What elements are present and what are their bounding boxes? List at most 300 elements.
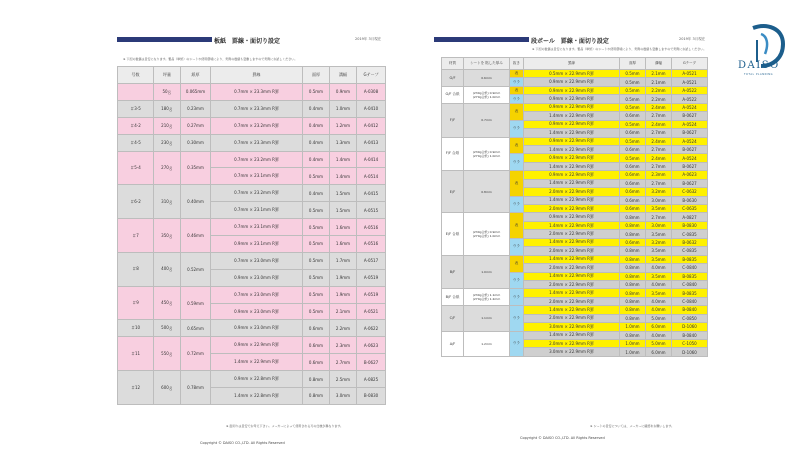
g-tape-cell: A-0515 — [357, 202, 386, 219]
groove-width-cell: 1.6mm — [330, 219, 357, 236]
thickness-cell: 0.40mm — [181, 185, 211, 219]
face-thickness-cell: 0.8mm — [620, 264, 646, 272]
table-row — [118, 134, 386, 151]
face-thickness-cell: 0.5mm — [620, 95, 646, 103]
crease-spec-cell: 0.9mm × 22.9mm R罫 — [524, 103, 620, 111]
groove-width-cell: 6.0mm — [646, 323, 672, 331]
g-tape-cell: B-0840 — [672, 306, 708, 314]
thickness-cell: 0.27mm — [181, 117, 211, 134]
groove-width-cell: 3.0mm — [330, 388, 357, 405]
sheet-thickness-cell: (230g合紙) 1.1mm (270g合紙) 1.2mm — [464, 289, 510, 306]
groove-width-cell: 4.0mm — [646, 280, 672, 288]
crease-spec-cell: 0.9mm × 22.9mm R罫 — [524, 213, 620, 221]
groove-width-cell: 3.5mm — [646, 255, 672, 263]
basis-weight-cell: 350ｇ — [154, 219, 181, 253]
sheet-thickness-cell: (230g合紙) 0.9mm (270g合紙) 1.0mm — [464, 86, 510, 103]
face-thickness-cell: 0.6mm — [620, 188, 646, 196]
face-thickness-cell: 0.8mm — [303, 371, 330, 388]
face-thickness-cell: 0.8mm — [303, 388, 330, 405]
thickness-cell: 0.72mm — [181, 337, 211, 371]
thickness-cell: 0.35mm — [181, 151, 211, 185]
basis-weight-cell: 600ｇ — [154, 371, 181, 405]
table-row — [118, 320, 386, 337]
cut-side-cell: ウラ — [510, 78, 524, 86]
left-page-title: 板紙 罫線・面切り設定 — [214, 38, 281, 45]
table-row — [118, 151, 386, 168]
face-thickness-cell: 0.4mm — [303, 185, 330, 202]
groove-width-cell: 3.2mm — [646, 188, 672, 196]
face-thickness-cell: 0.8mm — [620, 213, 646, 221]
basis-weight-cell: 400ｇ — [154, 252, 181, 286]
sheet-thickness-cell: 0.7mm — [464, 103, 510, 137]
face-thickness-cell: 0.4mm — [303, 151, 330, 168]
face-thickness-cell: 0.6mm — [620, 112, 646, 120]
groove-width-cell: 1.5mm — [330, 185, 357, 202]
table-row — [442, 137, 708, 145]
right-footnote: ※ シートの目安については、メーカーに確認をお願いします。 — [590, 424, 675, 428]
groove-width-cell: 3.5mm — [646, 289, 672, 297]
g-tape-cell: B-0627 — [672, 179, 708, 187]
g-tape-cell: C-0835 — [672, 247, 708, 255]
groove-width-cell: 1.0mm — [330, 100, 357, 117]
face-thickness-cell: 0.8mm — [620, 306, 646, 314]
g-tape-cell: A-0308 — [357, 84, 386, 101]
groove-width-cell: 4.0mm — [646, 331, 672, 339]
crease-spec-cell: 1.4mm × 22.9mm R罫 — [524, 129, 620, 137]
g-tape-cell: A-0622 — [357, 320, 386, 337]
material-cell: F/F — [442, 103, 464, 137]
face-thickness-cell: 0.5mm — [620, 103, 646, 111]
crease-spec-cell: 0.7mm × 23.0mm R罫 — [211, 252, 303, 269]
g-tape-cell: C-1050 — [672, 340, 708, 348]
crease-spec-cell: 0.9mm × 22.9mm R罫 — [524, 86, 620, 94]
basis-weight-cell: 550ｇ — [154, 337, 181, 371]
crease-spec-cell: 0.9mm × 22.9mm R罫 — [524, 137, 620, 145]
groove-width-cell: 2.4mm — [646, 103, 672, 111]
face-thickness-cell: 0.6mm — [620, 179, 646, 187]
g-tape-cell: B-0627 — [357, 354, 386, 371]
g-tape-cell: A-0414 — [357, 151, 386, 168]
crease-spec-cell: 2.0mm × 22.9mm R罫 — [524, 340, 620, 348]
basis-weight-cell: 270ｇ — [154, 151, 181, 185]
groove-width-cell: 2.7mm — [646, 145, 672, 153]
crease-spec-cell: 0.9mm × 23.0mm R罫 — [211, 320, 303, 337]
thickness-cell: 0.52mm — [181, 252, 211, 286]
face-thickness-cell: 0.6mm — [620, 162, 646, 170]
g-tape-cell: A-0522 — [672, 86, 708, 94]
grade-cell: ＃7 — [118, 219, 154, 253]
g-tape-cell: A-0623 — [357, 337, 386, 354]
g-tape-cell: C-0840 — [672, 264, 708, 272]
face-thickness-cell: 0.8mm — [620, 247, 646, 255]
right-header — [434, 36, 706, 44]
crease-spec-cell: 3.0mm × 22.9mm R罫 — [524, 323, 620, 331]
face-thickness-cell: 0.6mm — [620, 205, 646, 213]
g-tape-cell: C-0632 — [672, 188, 708, 196]
thickness-cell: 0.59mm — [181, 286, 211, 320]
thickness-cell: 0.65mm — [181, 320, 211, 337]
g-tape-cell: D-1060 — [672, 323, 708, 331]
cut-side-cell: 表 — [510, 70, 524, 78]
table-row — [442, 255, 708, 263]
groove-width-cell: 6.0mm — [646, 348, 672, 356]
basis-weight-cell: 500ｇ — [154, 320, 181, 337]
groove-width-cell: 1.9mm — [330, 286, 357, 303]
groove-width-cell: 2.7mm — [330, 354, 357, 371]
grade-cell: ＃9 — [118, 286, 154, 320]
cut-side-cell: ウラ — [510, 154, 524, 171]
face-thickness-cell: 0.5mm — [303, 84, 330, 101]
face-thickness-cell: 0.5mm — [303, 303, 330, 320]
material-cell: G/F — [442, 70, 464, 87]
g-tape-cell: A-0412 — [357, 117, 386, 134]
groove-width-cell: 2.2mm — [646, 95, 672, 103]
left-copyright: Copyright © DAISO CO.,LTD. All Rights Reserved — [200, 441, 285, 445]
crease-spec-cell: 1.4mm × 22.9mm R罫 — [524, 289, 620, 297]
left-header-3: 罫線 — [211, 67, 303, 84]
grade-cell: ＃12 — [118, 371, 154, 405]
grade-cell: ＃11 — [118, 337, 154, 371]
grade-cell: ＃4-2 — [118, 117, 154, 134]
g-tape-cell: A-0524 — [672, 103, 708, 111]
crease-spec-cell: 2.0mm × 22.9mm R罫 — [524, 205, 620, 213]
g-tape-cell: C-0635 — [672, 205, 708, 213]
face-thickness-cell: 0.5mm — [620, 78, 646, 86]
crease-spec-cell: 0.7mm × 23.1mm R罫 — [211, 219, 303, 236]
face-thickness-cell: 0.5mm — [620, 70, 646, 78]
right-header-1: シートを 貼した厚み — [464, 58, 510, 70]
thickness-cell: 0.46mm — [181, 219, 211, 253]
g-tape-cell: A-0522 — [672, 95, 708, 103]
groove-width-cell: 2.5mm — [330, 371, 357, 388]
g-tape-cell: A-0521 — [357, 303, 386, 320]
groove-width-cell: 4.0mm — [646, 297, 672, 305]
g-tape-cell: A-0516 — [357, 219, 386, 236]
basis-weight-cell: 180ｇ — [154, 100, 181, 117]
face-thickness-cell: 0.6mm — [303, 354, 330, 371]
table-row — [442, 103, 708, 111]
table-row — [118, 371, 386, 388]
face-thickness-cell: 0.8mm — [620, 230, 646, 238]
crease-spec-cell: 0.7mm × 23.0mm R罫 — [211, 286, 303, 303]
groove-width-cell: 4.0mm — [646, 264, 672, 272]
crease-spec-cell: 0.7mm × 23.3mm R罫 — [211, 84, 303, 101]
crease-spec-cell: 0.7mm × 23.1mm R罫 — [211, 202, 303, 219]
table-row — [118, 117, 386, 134]
groove-width-cell: 4.0mm — [646, 306, 672, 314]
basis-weight-cell: 310ｇ — [154, 185, 181, 219]
right-header-6: Gテープ — [672, 58, 708, 70]
grade-cell — [118, 84, 154, 101]
g-tape-cell: B-0630 — [672, 196, 708, 204]
face-thickness-cell: 0.6mm — [303, 320, 330, 337]
cut-side-cell: 表 — [510, 255, 524, 272]
crease-spec-cell: 0.9mm × 22.9mm R罫 — [211, 337, 303, 354]
crease-spec-cell: 1.4mm × 22.9mm R罫 — [524, 179, 620, 187]
groove-width-cell: 1.2mm — [330, 117, 357, 134]
face-thickness-cell: 1.0mm — [620, 348, 646, 356]
face-thickness-cell: 0.8mm — [620, 272, 646, 280]
face-thickness-cell: 1.0mm — [620, 323, 646, 331]
g-tape-cell: C-0850 — [672, 314, 708, 322]
g-tape-cell: A-0524 — [672, 120, 708, 128]
crease-spec-cell: 0.9mm × 22.9mm R罫 — [524, 171, 620, 179]
g-tape-cell: B-0627 — [672, 145, 708, 153]
groove-width-cell: 2.2mm — [646, 86, 672, 94]
groove-width-cell: 1.9mm — [330, 269, 357, 286]
crease-spec-cell: 0.7mm × 23.1mm R罫 — [211, 168, 303, 185]
g-tape-cell: A-0410 — [357, 100, 386, 117]
face-thickness-cell: 0.5mm — [620, 137, 646, 145]
cut-side-cell: ウラ — [510, 95, 524, 103]
g-tape-cell: A-0413 — [357, 134, 386, 151]
groove-width-cell: 3.0mm — [646, 196, 672, 204]
cut-side-cell: ウラ — [510, 272, 524, 289]
face-thickness-cell: 0.8mm — [620, 255, 646, 263]
table-row — [442, 289, 708, 297]
crease-spec-cell: 2.0mm × 22.9mm R罫 — [524, 264, 620, 272]
face-thickness-cell: 0.5mm — [303, 286, 330, 303]
face-thickness-cell: 0.8mm — [620, 331, 646, 339]
groove-width-cell: 2.3mm — [646, 171, 672, 179]
corrugated-table — [441, 57, 708, 357]
table-row — [118, 286, 386, 303]
left-header-1: 坪量 — [154, 67, 181, 84]
right-header-0: 材質 — [442, 58, 464, 70]
g-tape-cell: B-0627 — [672, 112, 708, 120]
table-row — [118, 84, 386, 101]
right-date: 2019年 3月現在 — [679, 37, 706, 41]
crease-spec-cell: 1.4mm × 22.9mm R罫 — [524, 272, 620, 280]
basis-weight-cell: 230ｇ — [154, 134, 181, 151]
groove-width-cell: 2.1mm — [330, 303, 357, 320]
crease-spec-cell: 1.4mm × 22.9mm R罫 — [211, 354, 303, 371]
groove-width-cell: 2.3mm — [330, 337, 357, 354]
face-thickness-cell: 0.5mm — [620, 154, 646, 162]
grade-cell: ＃8 — [118, 252, 154, 286]
groove-width-cell: 2.4mm — [646, 137, 672, 145]
face-thickness-cell: 0.6mm — [620, 171, 646, 179]
groove-width-cell: 1.4mm — [330, 168, 357, 185]
logo-tagline: TOTAL PLANNING — [744, 73, 774, 76]
g-tape-cell: B-0830 — [672, 221, 708, 229]
table-row — [118, 252, 386, 269]
crease-spec-cell: 0.7mm × 23.2mm R罫 — [211, 117, 303, 134]
crease-spec-cell: 0.7mm × 23.3mm R罫 — [211, 134, 303, 151]
crease-spec-cell: 1.4mm × 22.9mm R罫 — [524, 145, 620, 153]
face-thickness-cell: 0.6mm — [620, 129, 646, 137]
table-row — [118, 100, 386, 117]
crease-spec-cell: 0.9mm × 22.9mm R罫 — [524, 95, 620, 103]
crease-spec-cell: 2.0mm × 22.9mm R罫 — [524, 230, 620, 238]
g-tape-cell: B-0632 — [672, 238, 708, 246]
groove-width-cell: 1.6mm — [330, 236, 357, 253]
face-thickness-cell: 0.5mm — [303, 202, 330, 219]
crease-spec-cell: 2.0mm × 22.9mm R罫 — [524, 280, 620, 288]
face-thickness-cell: 0.5mm — [620, 120, 646, 128]
left-footnote: ※ 面切りは目安でお考え下さい。メーカーによって使用される刃の仕様が異なります。 — [226, 424, 344, 428]
groove-width-cell: 1.5mm — [330, 202, 357, 219]
g-tape-cell: A-0524 — [672, 154, 708, 162]
groove-width-cell: 2.7mm — [646, 213, 672, 221]
crease-spec-cell: 2.0mm × 22.9mm R罫 — [524, 314, 620, 322]
cut-side-cell: 表 — [510, 86, 524, 94]
sheet-thickness-cell: (230g合紙) 0.9mm (270g合紙) 1.0mm — [464, 213, 510, 255]
right-header-3: 罫線 — [524, 58, 620, 70]
basis-weight-cell: 50ｇ — [154, 84, 181, 101]
face-thickness-cell: 0.8mm — [620, 289, 646, 297]
material-cell: A/F — [442, 331, 464, 356]
face-thickness-cell: 0.6mm — [620, 238, 646, 246]
crease-spec-cell: 0.7mm × 23.2mm R罫 — [211, 185, 303, 202]
cut-side-cell: ウラ — [510, 331, 524, 356]
groove-width-cell: 3.5mm — [646, 272, 672, 280]
cut-side-cell: ウラ — [510, 120, 524, 137]
groove-width-cell: 3.5mm — [646, 247, 672, 255]
g-tape-cell: B-0835 — [672, 272, 708, 280]
crease-spec-cell: 1.4mm × 22.9mm R罫 — [524, 238, 620, 246]
g-tape-cell: A-0825 — [357, 371, 386, 388]
cut-side-cell: ウラ — [510, 289, 524, 306]
table-row — [118, 185, 386, 202]
face-thickness-cell: 0.6mm — [620, 196, 646, 204]
board-paper-table — [117, 66, 386, 405]
crease-spec-cell: 3.0mm × 22.9mm R罫 — [524, 348, 620, 356]
crease-spec-cell: 0.9mm × 23.1mm R罫 — [211, 236, 303, 253]
table-row — [442, 70, 708, 78]
grade-cell: ＃5-4 — [118, 151, 154, 185]
face-thickness-cell: 0.8mm — [620, 280, 646, 288]
cut-side-cell: 表 — [510, 213, 524, 238]
face-thickness-cell: 0.5mm — [303, 236, 330, 253]
groove-width-cell: 2.7mm — [646, 162, 672, 170]
face-thickness-cell: 0.4mm — [303, 100, 330, 117]
groove-width-cell: 3.5mm — [646, 205, 672, 213]
crease-spec-cell: 0.9mm × 23.0mm R罫 — [211, 269, 303, 286]
crease-spec-cell: 1.4mm × 22.8mm R罫 — [211, 388, 303, 405]
groove-width-cell: 3.0mm — [646, 221, 672, 229]
crease-spec-cell: 0.5mm × 22.9mm R罫 — [524, 70, 620, 78]
g-tape-cell: B-0627 — [672, 129, 708, 137]
thickness-cell: 0.30mm — [181, 134, 211, 151]
groove-width-cell: 3.2mm — [646, 238, 672, 246]
table-row — [118, 219, 386, 236]
face-thickness-cell: 0.8mm — [620, 221, 646, 229]
left-header-6: Gテープ — [357, 67, 386, 84]
grade-cell: ＃4-5 — [118, 134, 154, 151]
face-thickness-cell: 0.4mm — [303, 134, 330, 151]
table-row — [442, 86, 708, 94]
right-header-4: 面厚 — [620, 58, 646, 70]
g-tape-cell: A-0519 — [357, 286, 386, 303]
g-tape-cell: B-0835 — [672, 255, 708, 263]
crease-spec-cell: 1.4mm × 22.9mm R罫 — [524, 196, 620, 204]
g-tape-cell: C-0840 — [672, 297, 708, 305]
g-tape-cell: A-0521 — [672, 70, 708, 78]
material-cell: G/F 合紙 — [442, 86, 464, 103]
face-thickness-cell: 0.5mm — [303, 219, 330, 236]
crease-spec-cell: 1.4mm × 22.9mm R罫 — [524, 112, 620, 120]
material-cell: C/F — [442, 306, 464, 331]
crease-spec-cell: 0.7mm × 23.3mm R罫 — [211, 100, 303, 117]
left-header-0: 号数 — [118, 67, 154, 84]
face-thickness-cell: 0.8mm — [620, 297, 646, 305]
crease-spec-cell: 1.4mm × 22.9mm R罫 — [524, 255, 620, 263]
crease-spec-cell: 1.4mm × 22.9mm R罫 — [524, 221, 620, 229]
groove-width-cell: 2.7mm — [646, 112, 672, 120]
sheet-thickness-cell: 0.6mm — [464, 70, 510, 87]
cut-side-cell: ウラ — [510, 196, 524, 213]
thickness-cell: 0.78mm — [181, 371, 211, 405]
basis-weight-cell: 450ｇ — [154, 286, 181, 320]
crease-spec-cell: 0.7mm × 23.2mm R罫 — [211, 151, 303, 168]
table-row — [118, 337, 386, 354]
g-tape-cell: A-0519 — [357, 269, 386, 286]
g-tape-cell: A-0623 — [672, 171, 708, 179]
groove-width-cell: 2.7mm — [646, 179, 672, 187]
groove-width-cell: 5.0mm — [646, 340, 672, 348]
face-thickness-cell: 0.6mm — [303, 337, 330, 354]
groove-width-cell: 3.5mm — [646, 230, 672, 238]
material-cell: F/F 合紙 — [442, 137, 464, 171]
g-tape-cell: D-1060 — [672, 348, 708, 356]
material-cell: B/F — [442, 255, 464, 289]
crease-spec-cell: 2.0mm × 22.9mm R罫 — [524, 297, 620, 305]
grade-cell: ＃10 — [118, 320, 154, 337]
g-tape-cell: C-0835 — [672, 230, 708, 238]
groove-width-cell: 1.4mm — [330, 151, 357, 168]
cut-side-cell: ウラ — [510, 306, 524, 331]
sheet-thickness-cell: 1.0mm — [464, 255, 510, 289]
table-row — [442, 171, 708, 179]
left-header — [117, 36, 385, 44]
left-date: 2019年 3月現在 — [355, 37, 382, 41]
g-tape-cell: A-0514 — [357, 168, 386, 185]
g-tape-cell: A-0516 — [357, 236, 386, 253]
g-tape-cell: A-0827 — [672, 213, 708, 221]
crease-spec-cell: 1.4mm × 22.9mm R罫 — [524, 331, 620, 339]
groove-width-cell: 5.0mm — [646, 314, 672, 322]
sheet-thickness-cell: 1.2mm — [464, 331, 510, 356]
groove-width-cell: 2.7mm — [646, 129, 672, 137]
cut-side-cell: 表 — [510, 103, 524, 120]
g-tape-cell: A-0415 — [357, 185, 386, 202]
material-cell: E/F — [442, 171, 464, 213]
crease-spec-cell: 0.9mm × 22.8mm R罫 — [211, 371, 303, 388]
left-note: ※ 下記の数値は目安になります。製品（単紙）のシートや使用環境により、実際の数値も変動しますので実際にお試しください。 — [123, 57, 298, 61]
sheet-thickness-cell: (230g合紙) 0.9mm (270g合紙) 1.0mm — [464, 137, 510, 171]
crease-spec-cell: 2.0mm × 22.9mm R罫 — [524, 247, 620, 255]
thickness-cell: 0.065mm — [181, 84, 211, 101]
crease-spec-cell: 0.9mm × 23.0mm R罫 — [211, 303, 303, 320]
grade-cell: ＃6-2 — [118, 185, 154, 219]
crease-spec-cell: 1.4mm × 22.9mm R罫 — [524, 306, 620, 314]
crease-spec-cell: 2.0mm × 22.9mm R罫 — [524, 188, 620, 196]
groove-width-cell: 1.3mm — [330, 134, 357, 151]
left-header-5: 溝幅 — [330, 67, 357, 84]
left-header-2: 紙厚 — [181, 67, 211, 84]
cut-side-cell: 表 — [510, 171, 524, 196]
g-tape-cell: B-0835 — [672, 289, 708, 297]
face-thickness-cell: 0.4mm — [303, 117, 330, 134]
thickness-cell: 0.23mm — [181, 100, 211, 117]
g-tape-cell: B-0627 — [672, 162, 708, 170]
material-cell: B/F 合紙 — [442, 289, 464, 306]
g-tape-cell: A-0524 — [672, 137, 708, 145]
right-page-title: 段ボール 罫線・面切り設定 — [531, 38, 609, 45]
groove-width-cell: 2.1mm — [646, 70, 672, 78]
groove-width-cell: 2.1mm — [646, 78, 672, 86]
